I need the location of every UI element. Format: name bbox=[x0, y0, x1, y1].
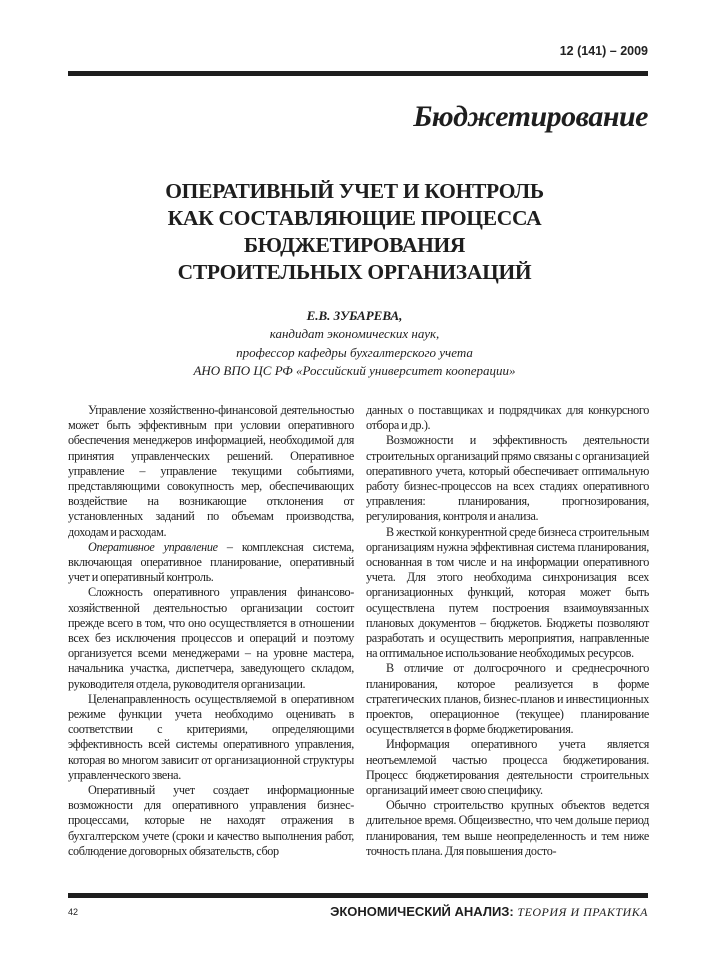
paragraph: Сложность оперативного управления финансово-хозяйственной деятельностью организации состоит прежде всего в том, что оно осуществляется в отношении всех без исключения процессов и операций и поэтому организуется всеми менеджерами – на уровне мастера, начальника участка, диспетчера, заведующего складом, руководителя отдела, руководителя организации. bbox=[68, 585, 354, 691]
paragraph bbox=[68, 540, 354, 586]
issue-number: 12 (141) – 2009 bbox=[559, 44, 648, 58]
section-heading: Бюджетирование bbox=[413, 100, 648, 133]
paragraph: Обычно строительство крупных объектов ведется длительное время. Общеизвестно, что чем дольше период планирования, тем выше неопределенность и тем ниже точность плана. Для повышения досто- bbox=[366, 798, 649, 858]
right-column bbox=[366, 403, 649, 859]
header-rule bbox=[68, 71, 648, 76]
author-degree: кандидат экономических наук, bbox=[269, 326, 440, 341]
title-line: БЮДЖЕТИРОВАНИЯ bbox=[243, 233, 466, 257]
author-name: Е.В. ЗУБАРЕВА, bbox=[306, 308, 403, 323]
journal-name: ЭКОНОМИЧЕСКИЙ АНАЛИЗ: bbox=[330, 904, 518, 919]
paragraph: Возможности и эффективность деятельности строительных организаций прямо связаны с организацией оперативного учета, который обеспечивает оптимальную работу бизнес-процессов на всех стадиях оперативного управления: планирования, прогнозирования, регулирования, контроля и анализа. bbox=[366, 433, 649, 524]
page-number: 42 bbox=[68, 907, 79, 917]
footer-rule bbox=[68, 893, 648, 898]
journal-title bbox=[330, 904, 648, 920]
title-line: ОПЕРАТИВНЫЙ УЧЕТ И КОНТРОЛЬ bbox=[165, 179, 544, 203]
paragraph: В жесткой конкурентной среде бизнеса строительным организациям нужна эффективная система планирования, основанная в том числе и на информации оперативного учета. Для этого необходима синхронизация всех организационных функций, которая может быть осуществлена путем построения взаимоувязанных плановых документов – бюджетов. Бюджеты позволяют разработать и осуществить мероприятия, направленные на оптимальное использование необходимых ресурсов. bbox=[366, 524, 649, 661]
title-line: КАК СОСТАВЛЯЮЩИЕ ПРОЦЕССА bbox=[167, 206, 542, 230]
paragraph-continuation: данных о поставщиках и подрядчиках для конкурсного отбора и др.). bbox=[366, 403, 649, 433]
author-position: профессор кафедры бухгалтерского учета bbox=[236, 344, 473, 360]
paragraph: В отличие от долгосрочного и среднесрочного планирования, которое реализуется в форме стратегических планов, бизнес-планов и инвестиционных проектов, операционное (текущее) планирование осуществляется в форме бюджетирования. bbox=[366, 661, 649, 737]
paragraph: Целенаправленность осуществляемой в оперативном режиме функции учета необходимо оценивать в соответствии с критериями, определяющими эффективность всей системы оперативного управления, которая во многом зависит от организационной структуры управленческого звена. bbox=[68, 691, 354, 782]
paragraph: Управление хозяйственно-финансовой деятельностью может быть эффективным при условии оперативного обеспечения менеджеров информацией, необходимой для принятия управленческих решений. Оперативное управление – управление текущими событиями, представляющими совокупность мер, обеспечивающих воздействие на возникающие отклонения от установленных заданий по объемам производства, доходам и расходам. bbox=[68, 403, 354, 539]
author-institution: АНО ВПО ЦС РФ «Российский университет кооперации» bbox=[193, 363, 516, 378]
paragraph-text: – комплексная система, включающая оперативное планирование, оперативный учет и оперативный контроль. bbox=[68, 539, 354, 585]
paragraph: Информация оперативного учета является неотъемлемой частью процесса бюджетирования. Процесс бюджетирования деятельности строительных организаций имеет свою специфику. bbox=[366, 737, 649, 798]
emphasis-term: Оперативное управление bbox=[88, 539, 218, 554]
title-line: СТРОИТЕЛЬНЫХ ОРГАНИЗАЦИЙ bbox=[177, 260, 532, 284]
paragraph: Оперативный учет создает информационные возможности для оперативного управления бизнес-процессами, которые не находят отражения в бухгалтерском учете (сроки и качество выполнения работ, соблюдение договорных обязательств, сбор bbox=[68, 783, 354, 858]
article-title bbox=[80, 178, 629, 286]
journal-subtitle: ТЕОРИЯ И ПРАКТИКА bbox=[517, 905, 648, 919]
left-column bbox=[68, 403, 354, 859]
author-block bbox=[80, 307, 629, 381]
